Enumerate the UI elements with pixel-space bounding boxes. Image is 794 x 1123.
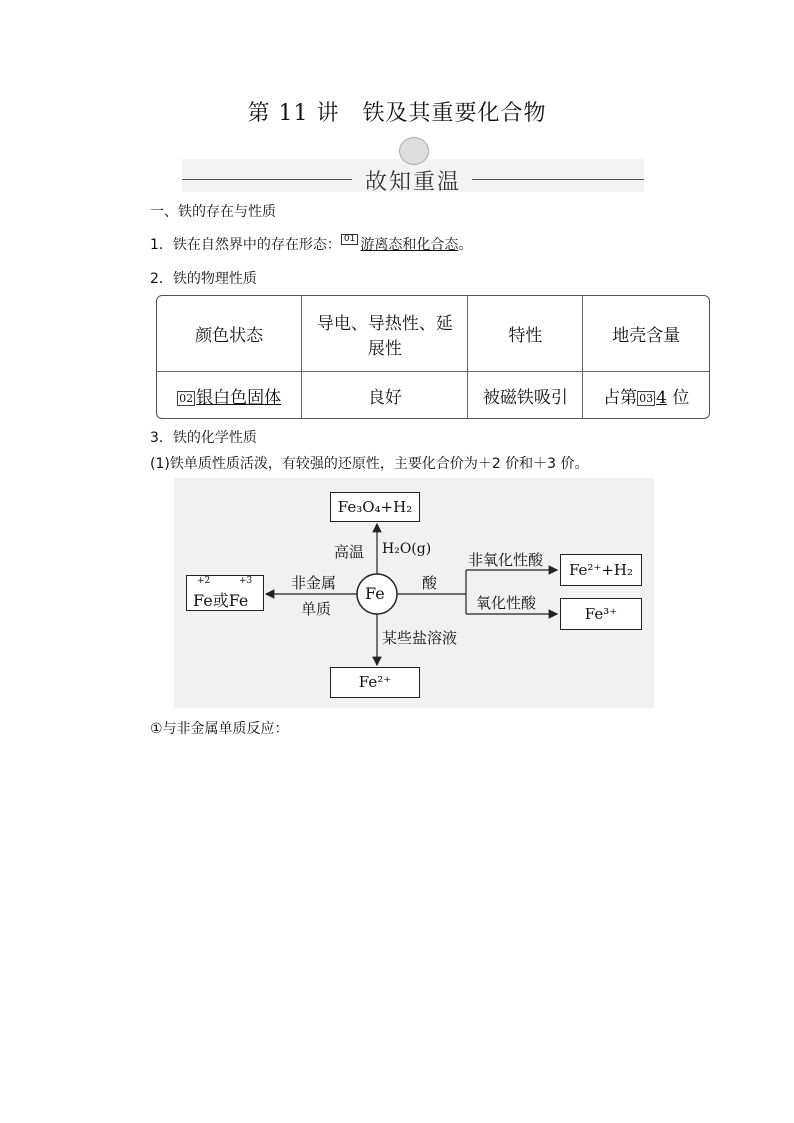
cell-suffix: 位 bbox=[666, 387, 690, 408]
table-cell bbox=[157, 372, 302, 418]
table-row bbox=[157, 372, 709, 418]
item-2: 2．铁的物理性质 bbox=[150, 271, 257, 287]
banner-text: 故知重温 bbox=[364, 170, 461, 195]
table-header-cell: 导电、导热性、延展性 bbox=[302, 296, 468, 372]
section-banner bbox=[182, 137, 644, 195]
table-header-cell: 地壳含量 bbox=[583, 296, 709, 372]
table-cell: 良好 bbox=[302, 372, 468, 418]
blank-number: 01 bbox=[341, 234, 358, 245]
item-1 bbox=[150, 234, 472, 254]
table-cell: 被磁铁吸引 bbox=[468, 372, 583, 418]
answer-text: 4 bbox=[656, 387, 667, 408]
product-box-fe2-h2: Fe²⁺+H₂ bbox=[560, 554, 642, 586]
label-nonmetal: 非金属 bbox=[291, 574, 337, 592]
product-box-fe2: Fe²⁺ bbox=[330, 667, 420, 698]
label-non-oxidizing-acid: 非氧化性酸 bbox=[468, 551, 544, 569]
table-header-cell: 颜色状态 bbox=[157, 296, 302, 372]
product-box-fe3: Fe³⁺ bbox=[560, 598, 642, 630]
blank-number: 02 bbox=[179, 391, 194, 405]
center-fe: Fe bbox=[365, 584, 385, 603]
blank-number: 03 bbox=[639, 391, 654, 405]
label-h2o: H₂O(g) bbox=[382, 541, 432, 557]
item-1-answer: 游离态和化合态 bbox=[360, 237, 459, 253]
table-header-row bbox=[157, 296, 709, 372]
label-salt-solution: 某些盐溶液 bbox=[382, 629, 458, 647]
valence-plus2: +2 bbox=[197, 576, 211, 586]
fe-or-fe: Fe或Fe bbox=[193, 591, 249, 610]
item-3-1: (1)铁单质性质活泼，有较强的还原性，主要化合价为＋2 价和＋3 价。 bbox=[150, 456, 589, 472]
valence-plus3: +3 bbox=[239, 576, 253, 586]
physical-properties-table bbox=[156, 295, 710, 419]
item-3: 3．铁的化学性质 bbox=[150, 430, 257, 446]
answer-text: 银白色固体 bbox=[196, 387, 282, 408]
label-acid: 酸 bbox=[422, 574, 438, 592]
label-elemental: 单质 bbox=[301, 600, 332, 618]
iron-reaction-diagram bbox=[174, 478, 654, 708]
item-3-1-a: ①与非金属单质反应： bbox=[150, 721, 289, 737]
leaf-icon bbox=[399, 137, 429, 165]
label-oxidizing-acid: 氧化性酸 bbox=[476, 594, 537, 612]
product-box-fe-valence bbox=[186, 575, 264, 611]
cell-prefix: 占第 bbox=[603, 387, 638, 408]
item-1-suffix: 。 bbox=[458, 237, 473, 253]
page-title: 第 11 讲 铁及其重要化合物 bbox=[247, 101, 547, 126]
section-heading: 一、铁的存在与性质 bbox=[150, 204, 276, 220]
label-high-temp: 高温 bbox=[334, 543, 365, 561]
item-1-prefix: 1．铁在自然界中的存在形态： bbox=[150, 237, 341, 253]
product-box-fe3o4: Fe₃O₄+H₂ bbox=[330, 492, 420, 522]
table-cell bbox=[583, 372, 709, 418]
table-header-cell: 特性 bbox=[468, 296, 583, 372]
